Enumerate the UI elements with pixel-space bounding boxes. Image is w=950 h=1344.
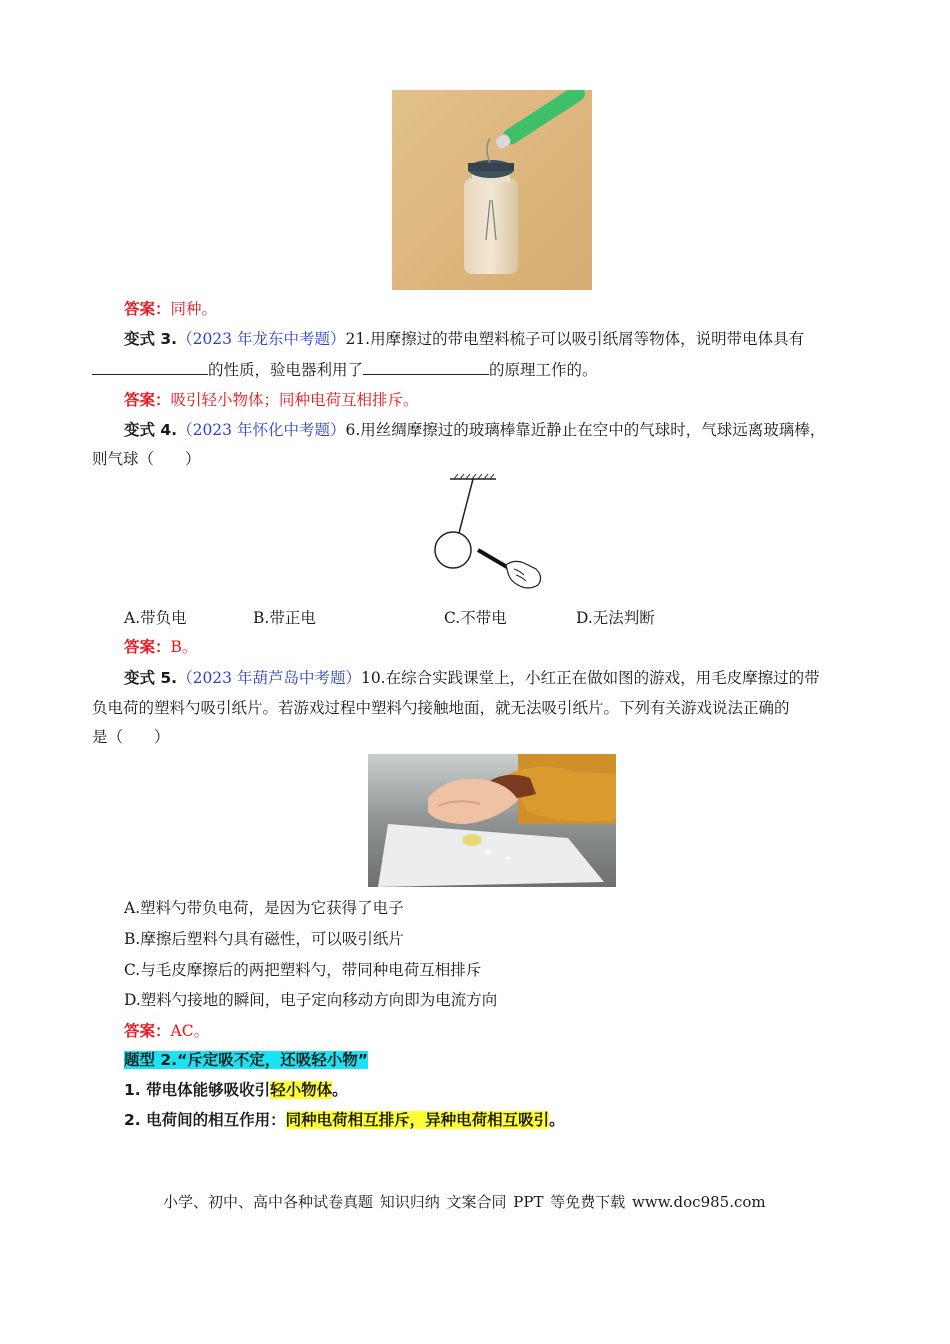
answer-1 [124,299,217,319]
option-c[interactable]: C.与毛皮摩擦后的两把塑料勺，带同种电荷互相排斥 [124,961,482,979]
answer-label: 答案： [124,300,171,318]
option-c[interactable]: C.不带电 [444,609,507,627]
variant-5-line-1 [124,668,820,688]
question-source: （2023 年龙东中考题） [177,330,346,348]
variant-label: 变式 3. [124,330,178,348]
question-source: （2023 年怀化中考题） [177,421,346,439]
answer-blank[interactable] [363,359,489,375]
question-text: 的性质，验电器利用了 [208,361,364,379]
balloon-diagram [428,473,553,598]
answer-label: 答案： [124,638,171,656]
answer-label: 答案： [124,391,171,409]
point-text: 2. 电荷间的相互作用： [124,1111,286,1129]
question-text: 21.用摩擦过的带电塑料梳子可以吸引纸屑等物体，说明带电体具有 [345,330,805,348]
answer-text: 吸引轻小物体；同种电荷互相排斥。 [170,391,419,409]
answer-3 [124,390,419,410]
variant-3-line-2 [92,359,598,380]
type-2-point-2 [124,1110,565,1130]
variant-5-line-2: 负电荷的塑料勺吸引纸片。若游戏过程中塑料勺接触地面，就无法吸引纸片。下列有关游戏说法正确的 [92,699,790,717]
variant-4-line-2: 则气球（ ） [92,450,201,468]
point-text: 。 [549,1111,565,1129]
answer-text: B。 [170,638,198,656]
answer-text: AC。 [170,1022,210,1040]
option-b[interactable]: B.带正电 [253,609,316,627]
variant-label: 变式 4. [124,421,178,439]
answer-4 [124,637,197,657]
point-text: 。 [332,1081,348,1099]
variant-label: 变式 5. [124,669,178,687]
question-text: 6.用丝绸摩擦过的玻璃棒靠近静止在空中的气球时，气球远离玻璃棒， [345,421,826,439]
section-heading: 题型 2.“斥定吸不定，还吸轻小物” [124,1051,368,1069]
variant-4-line-1 [124,420,825,440]
variant-3-line-1 [124,329,804,349]
variant-5-line-3: 是（ ） [92,728,170,746]
point-text: 1. 带电体能够吸收引 [124,1081,271,1099]
question-text: 10.在综合实践课堂上，小红正在做如图的游戏，用毛皮摩擦过的带 [360,669,820,687]
page-footer: 小学、初中、高中各种试卷真题 知识归纳 文案合同 PPT 等免费下载 www.doc985.com [163,1193,766,1211]
type-2-point-1 [124,1080,348,1100]
highlighted-text: 轻小物体 [270,1081,333,1099]
electroscope-photo [392,90,592,290]
option-d[interactable]: D.无法判断 [576,609,655,627]
option-d[interactable]: D.塑料勺接地的瞬间，电子定向移动方向即为电流方向 [124,991,498,1009]
option-a[interactable]: A.带负电 [124,609,187,627]
spoon-game-photo [368,754,616,887]
answer-blank[interactable] [92,359,208,375]
question-source: （2023 年葫芦岛中考题） [177,669,361,687]
answer-label: 答案： [124,1022,171,1040]
answer-5 [124,1021,209,1041]
highlighted-text: 同种电荷相互排斥，异种电荷相互吸引 [285,1111,550,1129]
option-a[interactable]: A.塑料勺带负电荷，是因为它获得了电子 [124,899,404,917]
type-2-heading [124,1050,368,1070]
answer-text: 同种。 [170,300,218,318]
question-text: 的原理工作的。 [489,361,598,379]
option-b[interactable]: B.摩擦后塑料勺具有磁性，可以吸引纸片 [124,930,404,948]
